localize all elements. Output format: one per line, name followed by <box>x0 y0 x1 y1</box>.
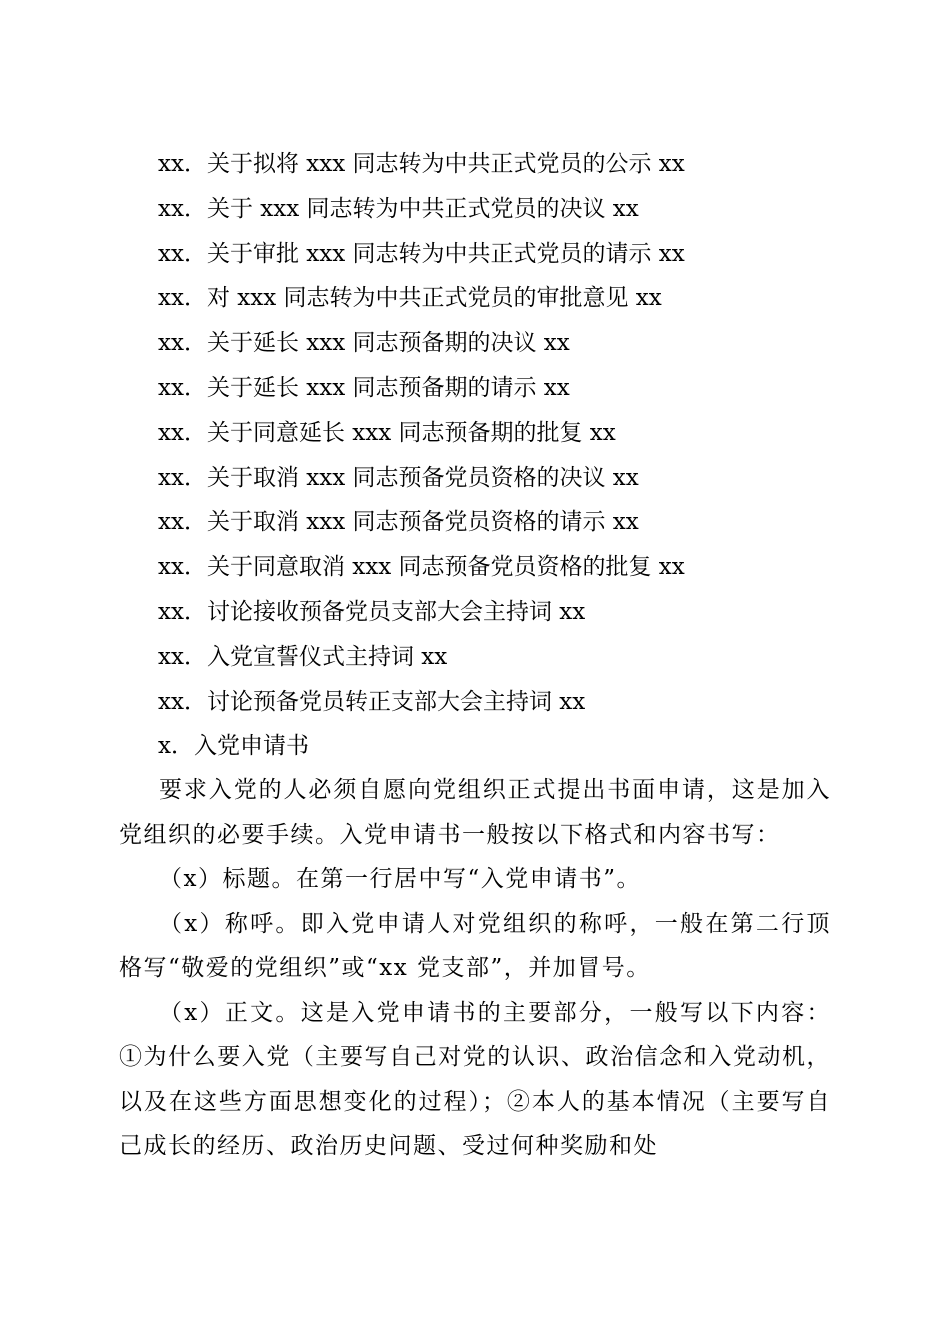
toc-item: xx．讨论预备党员转正支部大会主持词 xx <box>158 688 586 715</box>
toc-item: xx．关于延长 xxx 同志预备期的请示 xx <box>158 374 570 401</box>
toc-item: xx．对 xxx 同志转为中共正式党员的审批意见 xx <box>158 285 662 312</box>
toc-item: xx．入党宣誓仪式主持词 xx <box>158 643 448 670</box>
toc-item: xx．关于同意取消 xxx 同志预备党员资格的批复 xx <box>158 554 685 581</box>
toc-item: xx．关于拟将 xxx 同志转为中共正式党员的公示 xx <box>158 151 685 177</box>
toc-list <box>158 142 858 724</box>
toc-item: xx．关于取消 xxx 同志预备党员资格的决议 xx <box>158 464 639 491</box>
paragraph-title-rule: （x）标题。在第一行居中写“入党申请书”。 <box>159 866 641 892</box>
toc-item: xx．关于审批 xxx 同志转为中共正式党员的请示 xx <box>158 240 685 267</box>
paragraph-intro: 要求入党的人必须自愿向党组织正式提出书面申请，这是加入党组织的必要手续。入党申请书一般按以下格式和内容书写： <box>119 777 831 848</box>
section-title: x．入党申请书 <box>158 733 309 759</box>
body-text <box>119 768 831 1169</box>
paragraph-salutation-rule: （x）称呼。即入党申请人对党组织的称呼，一般在第二行顶格写“敬爱的党组织”或“xx 党支部”，并加冒号。 <box>119 910 831 981</box>
toc-item: xx．关于 xxx 同志转为中共正式党员的决议 xx <box>158 195 639 222</box>
toc-item: xx．关于同意延长 xxx 同志预备期的批复 xx <box>158 419 616 446</box>
toc-item: xx．关于延长 xxx 同志预备期的决议 xx <box>158 330 570 357</box>
toc-item: xx．关于取消 xxx 同志预备党员资格的请示 xx <box>158 509 639 536</box>
paragraph-body-rule: （x）正文。这是入党申请书的主要部分，一般写以下内容：①为什么要入党（主要写自己对党的认识、政治信念和入党动机，以及在这些方面思想变化的过程）；②本人的基本情况（主要写自己成长的经历、政治历史问题、受过何种奖励和处 <box>119 999 831 1159</box>
toc-item: xx．讨论接收预备党员支部大会主持词 xx <box>158 598 586 625</box>
